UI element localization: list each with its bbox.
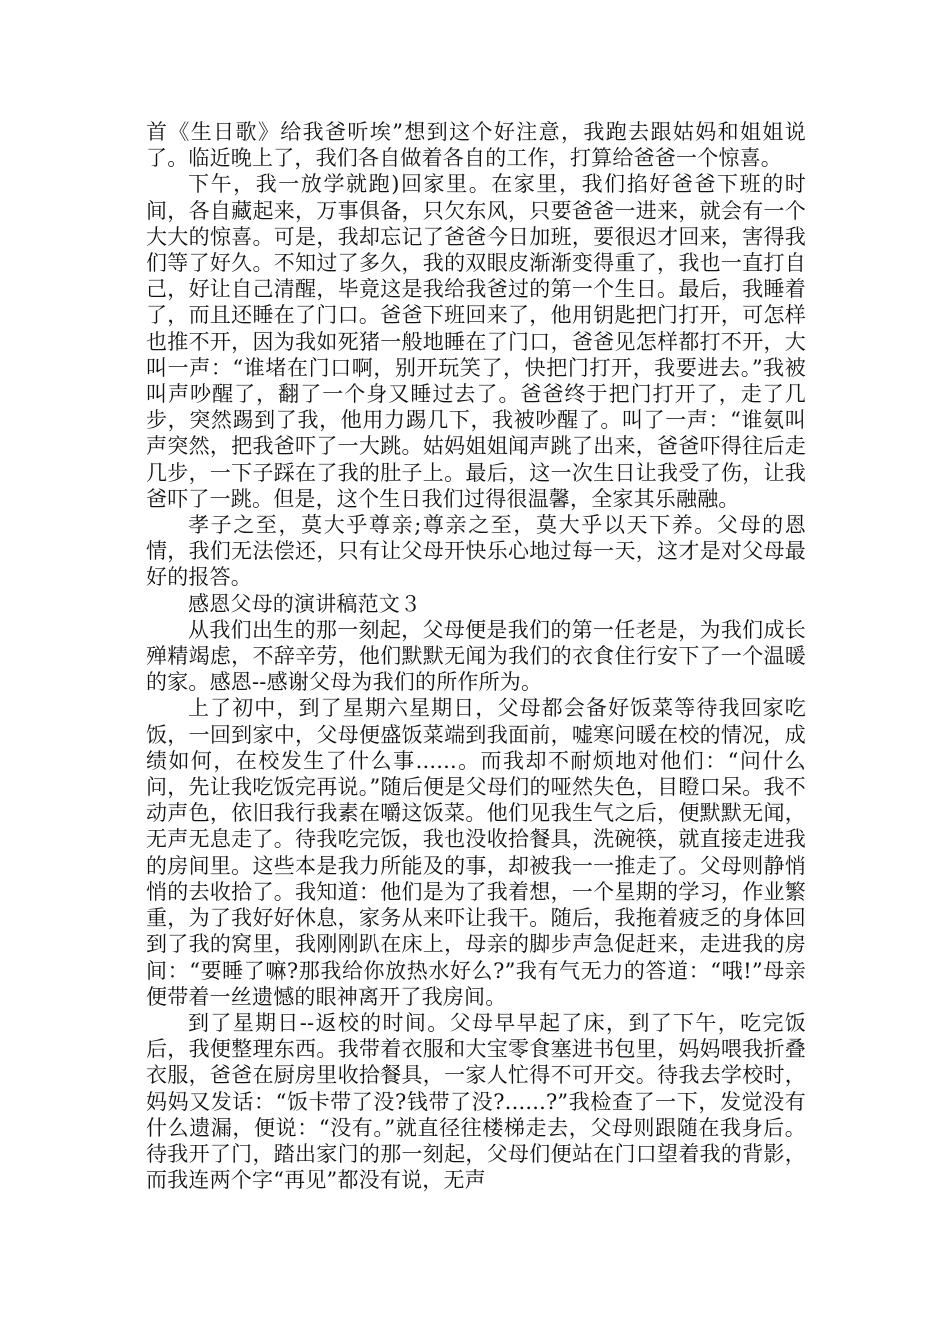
paragraph-since-birth: 从我们出生的那一刻起，父母便是我们的第一任老是，为我们成长殚精竭虑，不辞辛劳，他们默默无闻为我们的衣食住行安下了一个温暖的家。感恩--感谢父母为我们的所作所为。 [146, 617, 806, 695]
paragraph-filial-piety: 孝子之至，莫大乎尊亲;尊亲之至，莫大乎以天下养。父母的恩情，我们无法偿还，只有让父母开快乐心地过每一天，这才是对父母最好的报答。 [146, 513, 806, 590]
paragraph-birthday-song: 首《生日歌》给我爸听埃”想到这个好注意，我跑去跟姑妈和姐姐说了。临近晚上了，我们各自做着各自的工作，打算给爸爸一个惊喜。 [146, 120, 806, 171]
paragraph-sunday-return: 到了星期日--返校的时间。父母早早起了床，到了下午，吃完饭后，我便整理东西。我带着衣服和大宝零食塞进书包里，妈妈喂我折叠衣服，爸爸在厨房里收拾餐具，一家人忙得不可开交。待我去学校时，妈妈又发话：“饭卡带了没?钱带了没?......?”我检查了一下，发觉没有什么遗漏，便说：“没有。”就直径往楼梯走去，父母则跟随在我身后。待我开了门，踏出家门的那一刻起，父母们便站在门口望着我的背影，而我连两个字“再见”都没有说，无声 [146, 1010, 806, 1193]
paragraph-birthday-night: 下午，我一放学就跑)回家里。在家里，我们掐好爸爸下班的时间，各自藏起来，万事俱备，只欠东风，只要爸爸一进来，就会有一个大大的惊喜。可是，我却忘记了爸爸今日加班，要很迟才回来，害得我们等了好久。不知过了多久，我的双眼皮渐渐变得重了，我也一直打自己，好让自己清醒，毕竟这是我给我爸过的第一个生日。最后，我睡着了，而且还睡在了门口。爸爸下班回来了，他用钥匙把门打开，可怎样也推不开，因为我如死猪一般地睡在了门口，爸爸见怎样都打不开，大叫一声：“谁堵在门口啊，别开玩笑了，快把门打开，我要进去。”我被叫声吵醒了，翻了一个身又睡过去了。爸爸终于把门打开了，走了几步，突然踢到了我，他用力踢几下，我被吵醒了。叫了一声：“谁氨叫声突然，把我爸吓了一大跳。姑妈姐姐闻声跳了出来，爸爸吓得往后走几步，一下子踩在了我的肚子上。最后，这一次生日让我受了伤，让我爸吓了一跳。但是，这个生日我们过得很温馨，全家其乐融融。 [146, 172, 806, 511]
section-heading: 感恩父母的演讲稿范文３ [188, 591, 422, 616]
document-page [146, 119, 806, 1193]
paragraph-junior-high: 上了初中，到了星期六星期日，父母都会备好饭菜等待我回家吃饭，一回到家中，父母便盛饭菜端到我面前，嘘寒问暖在校的情况，成绩如何，在校发生了什么事......。而我却不耐烦地对他们：“问什么问，先让我吃饭完再说。”随后便是父母们的哑然失色，目瞪口呆。我不动声色，依旧我行我素在嚼这饭菜。他们见我生气之后，便默默无闻，无声无息走了。待我吃完饭，我也没收拾餐具，洗碗筷，就直接走进我的房间里。这些本是我力所能及的事，却被我一一推走了。父母则静悄悄的去收拾了。我知道：他们是为了我着想，一个星期的学习，作业繁重，为了我好好休息，家务从来吓让我干。随后，我拖着疲乏的身体回到了我的窝里，我刚刚趴在床上，母亲的脚步声急促赶来，走进我的房间：“要睡了嘛?那我给你放热水好么?”我有气无力的答道：“哦!”母亲便带着一丝遗憾的眼神离开了我房间。 [146, 696, 806, 1009]
